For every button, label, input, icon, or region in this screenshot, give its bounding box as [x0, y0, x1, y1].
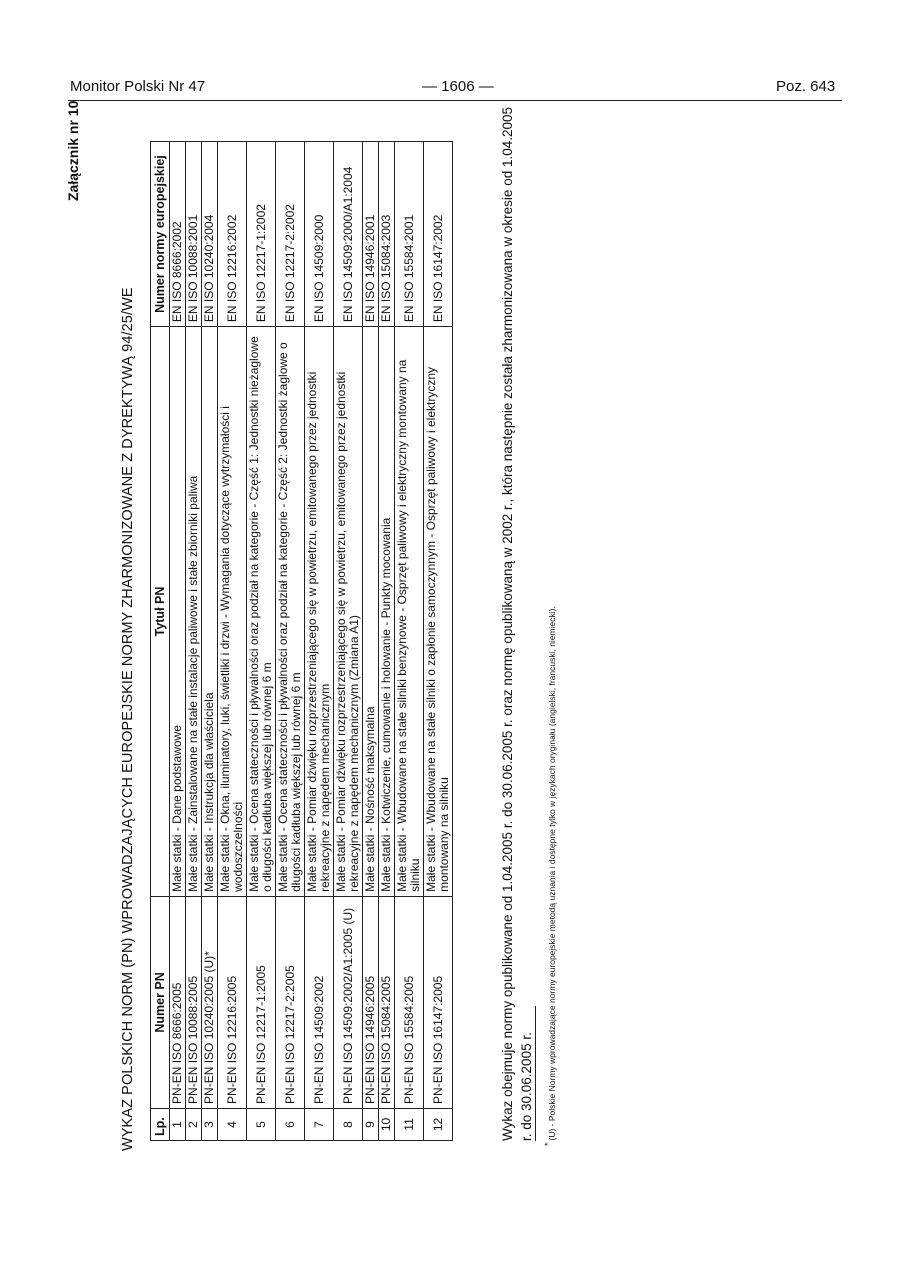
cell-pn-number: PN-EN ISO 14946:2005	[363, 896, 379, 1108]
table-row	[379, 142, 395, 1141]
cell-pn-number: PN-EN ISO 15584:2005	[395, 896, 424, 1108]
footnote-text: (U) - Polskie Normy wprowadzające normy europejskie metodą uznania i dostępne tylko w językach oryginału (angielski, francuski, niemiecki).	[546, 606, 557, 1141]
cell-en-number: EN ISO 14509:2000	[305, 142, 334, 327]
header-publication: Monitor Polski Nr 47	[70, 78, 206, 95]
cell-en-number: EN ISO 14509:2000/A1:2004	[334, 142, 363, 327]
table-row	[186, 142, 202, 1141]
cell-pn-number: PN-EN ISO 16147:2005	[424, 896, 453, 1108]
cell-lp: 2	[186, 1108, 202, 1140]
column-header-pn-title: Tytuł PN	[151, 327, 170, 897]
cell-pn-title: Małe statki - Dane podstawowe	[170, 327, 186, 897]
cell-en-number: EN ISO 16147:2002	[424, 142, 453, 327]
cell-lp: 3	[202, 1108, 218, 1140]
cell-pn-title: Małe statki - Kotwiczenie, cumowanie i holowanie - Punkty mocowania	[379, 327, 395, 897]
footer-note: Wykaz obejmuje normy opublikowane od 1.04.2005 r. do 30.06.2005 r. oraz normę opublikowaną w 2002 r., która następnie została zharmonizowana w okresie od 1.04.2005 r. do 30.06.2005 r.	[500, 106, 534, 1141]
cell-en-number: EN ISO 8666:2002	[170, 142, 186, 327]
annex-label: Załącznik nr 10	[65, 100, 81, 201]
cell-en-number: EN ISO 15084:2003	[379, 142, 395, 327]
cell-lp: 7	[305, 1108, 334, 1140]
cell-lp: 10	[379, 1108, 395, 1140]
table-row	[218, 142, 247, 1141]
cell-pn-number: PN-EN ISO 12217-1:2005	[247, 896, 276, 1108]
cell-lp: 5	[247, 1108, 276, 1140]
cell-en-number: EN ISO 12216:2002	[218, 142, 247, 327]
cell-en-number: EN ISO 12217-2:2002	[276, 142, 305, 327]
table-row	[363, 142, 379, 1141]
table-row	[202, 142, 218, 1141]
cell-en-number: EN ISO 10240:2004	[202, 142, 218, 327]
cell-lp: 4	[218, 1108, 247, 1140]
cell-pn-number: PN-EN ISO 14509:2002	[305, 896, 334, 1108]
footnote-marker: *	[543, 1142, 553, 1146]
cell-pn-title: Małe statki - Okna, iluminatory, luki, świetliki i drzwi - Wymagania dotyczące wytrzymałości i wodoszczelności	[218, 327, 247, 897]
table-row	[305, 142, 334, 1141]
header-position: Poz. 643	[776, 78, 836, 95]
cell-lp: 11	[395, 1108, 424, 1140]
cell-en-number: EN ISO 14946:2001	[363, 142, 379, 327]
cell-lp: 8	[334, 1108, 363, 1140]
cell-pn-title: Małe statki - Wbudowane na stałe silniki o zapłonie samoczynnym - Osprzęt paliwowy i elektryczny montowany na silniku	[424, 327, 453, 897]
cell-pn-number: PN-EN ISO 12216:2005	[218, 896, 247, 1108]
footnote-divider	[535, 1006, 536, 1141]
column-header-en-number: Numer normy europejskiej	[151, 142, 170, 327]
cell-pn-title: Małe statki - Instrukcja dla właściciela	[202, 327, 218, 897]
cell-pn-title: Małe statki - Zainstalowane na stałe instalacje paliwowe i stałe zbiorniki paliwa	[186, 327, 202, 897]
cell-pn-title: Małe statki - Nośność maksymalna	[363, 327, 379, 897]
table-row	[170, 142, 186, 1141]
cell-pn-title: Małe statki - Pomiar dźwięku rozprzestrzeniającego się w powietrzu, emitowanego przez jednostki rekreacyjne z napędem mechanicznym (Zmiana A1)	[334, 327, 363, 897]
table-row	[247, 142, 276, 1141]
table-row	[276, 142, 305, 1141]
table-row	[424, 142, 453, 1141]
cell-pn-number: PN-EN ISO 15084:2005	[379, 896, 395, 1108]
cell-pn-title: Małe statki - Ocena stateczności i pływalności oraz podział na kategorie - Część 1: Jednostki nieżaglowe o długości kadłuba większej lub równej 6 m	[247, 327, 276, 897]
cell-pn-number: PN-EN ISO 8666:2005	[170, 896, 186, 1108]
document-title: WYKAZ POLSKICH NORM (PN) WPROWADZAJĄCYCH EUROPEJSKIE NORMY ZHARMONIZOWANE Z DYREKTYWĄ 94/25/WE	[120, 287, 136, 1151]
header-page-number: — 1606 —	[422, 78, 494, 95]
cell-pn-title: Małe statki - Wbudowane na stałe silniki benzynowe - Osprzęt paliwowy i elektryczny montowany na silniku	[395, 327, 424, 897]
cell-pn-number: PN-EN ISO 10088:2005	[186, 896, 202, 1108]
cell-pn-title: Małe statki - Ocena stateczności i pływalności oraz podział na kategorie - Część 2: Jednostki żaglowe o długości kadłuba większej lub równej 6 m	[276, 327, 305, 897]
cell-en-number: EN ISO 10088:2001	[186, 142, 202, 327]
cell-pn-number: PN-EN ISO 10240:2005 (U)*	[202, 896, 218, 1108]
cell-pn-title: Małe statki - Pomiar dźwięku rozprzestrzeniającego się w powietrzu, emitowanego przez jednostki rekreacyjne z napędem mechanicznym	[305, 327, 334, 897]
table-row	[334, 142, 363, 1141]
cell-en-number: EN ISO 15584:2001	[395, 142, 424, 327]
cell-en-number: EN ISO 12217-1:2002	[247, 142, 276, 327]
norms-table	[150, 141, 453, 1141]
footnote	[543, 606, 557, 1146]
table-header-row	[151, 142, 170, 1141]
cell-pn-number: PN-EN ISO 12217-2:2005	[276, 896, 305, 1108]
rotated-content	[0, 71, 905, 1271]
column-header-lp: Lp.	[151, 1108, 170, 1140]
column-header-pn-number: Numer PN	[151, 896, 170, 1108]
cell-lp: 12	[424, 1108, 453, 1140]
cell-lp: 6	[276, 1108, 305, 1140]
table-row	[395, 142, 424, 1141]
cell-pn-number: PN-EN ISO 14509:2002/A1:2005 (U)	[334, 896, 363, 1108]
cell-lp: 9	[363, 1108, 379, 1140]
cell-lp: 1	[170, 1108, 186, 1140]
